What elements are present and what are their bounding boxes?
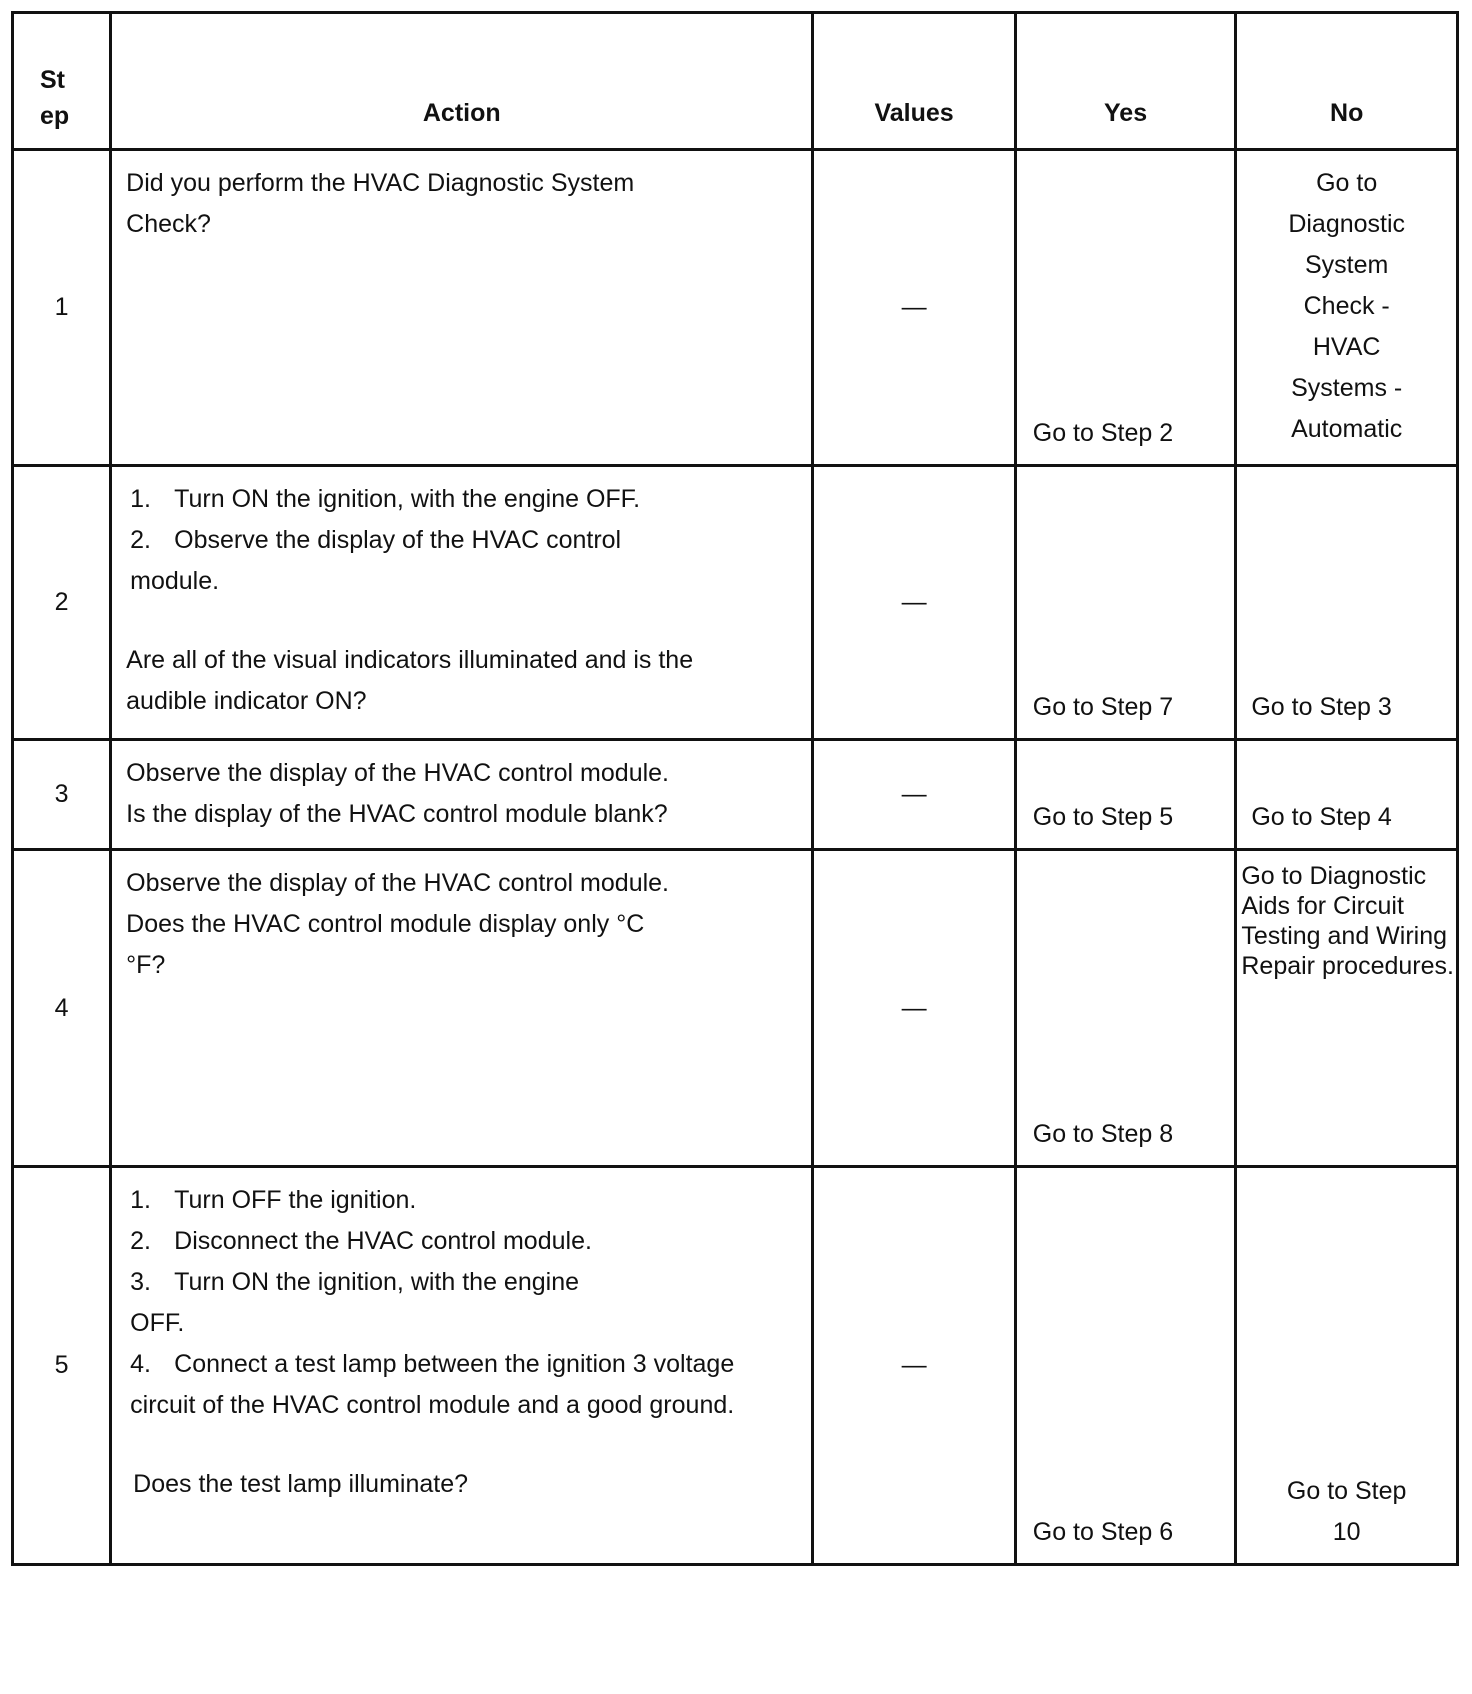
table-row bbox=[13, 740, 1458, 850]
action-item bbox=[126, 1344, 797, 1426]
action-item bbox=[126, 1221, 797, 1262]
values-cell: — bbox=[813, 150, 1015, 466]
no-line: 10 bbox=[1332, 1518, 1361, 1546]
header-step bbox=[13, 13, 111, 150]
header-step-line2: ep bbox=[40, 102, 70, 130]
step-number: 2 bbox=[13, 466, 111, 740]
header-step-line1: St bbox=[40, 66, 65, 94]
action-cell bbox=[111, 850, 813, 1167]
values-cell: — bbox=[813, 740, 1015, 850]
no-cell bbox=[1236, 1167, 1458, 1565]
no-line: Systems - bbox=[1291, 374, 1403, 402]
no-line: Go to bbox=[1316, 169, 1378, 197]
action-line: Observe the display of the HVAC control module. bbox=[126, 869, 669, 897]
action-item bbox=[126, 520, 797, 602]
no-line: Go to Step bbox=[1286, 1477, 1407, 1505]
table-row bbox=[13, 466, 1458, 740]
table-row bbox=[13, 1167, 1458, 1565]
values-cell: — bbox=[813, 850, 1015, 1167]
yes-cell: Go to Step 5 bbox=[1015, 740, 1236, 850]
values-cell: — bbox=[813, 1167, 1015, 1565]
no-cell: Go to Diagnostic Aids for Circuit Testing and Wiring Repair procedures. bbox=[1236, 850, 1458, 1167]
action-cell bbox=[111, 740, 813, 850]
item-number: 4. bbox=[130, 1350, 151, 1378]
action-cell bbox=[111, 150, 813, 466]
table-row bbox=[13, 850, 1458, 1167]
item-text: Connect a test lamp between the ignition 3 voltage circuit of the HVAC control module and a good ground. bbox=[130, 1350, 735, 1419]
table-row bbox=[13, 150, 1458, 466]
item-text: Turn OFF the ignition. bbox=[174, 1186, 417, 1214]
yes-cell: Go to Step 7 bbox=[1015, 466, 1236, 740]
action-cell bbox=[111, 1167, 813, 1565]
no-cell: Go to Step 3 bbox=[1236, 466, 1458, 740]
header-values: Values bbox=[813, 13, 1015, 150]
step-number: 5 bbox=[13, 1167, 111, 1565]
item-text: Turn ON the ignition, with the engine OFF. bbox=[174, 485, 641, 513]
no-line: Check - bbox=[1303, 292, 1390, 320]
step-number: 3 bbox=[13, 740, 111, 850]
action-item bbox=[126, 479, 797, 520]
action-cell bbox=[111, 466, 813, 740]
no-line: Diagnostic bbox=[1288, 210, 1406, 238]
action-line: Does the HVAC control module display only °C °F? bbox=[126, 910, 645, 979]
item-number: 1. bbox=[130, 485, 151, 513]
header-row bbox=[13, 13, 1458, 150]
no-line: Automatic bbox=[1291, 415, 1403, 443]
yes-cell: Go to Step 6 bbox=[1015, 1167, 1236, 1565]
no-line: System bbox=[1305, 251, 1389, 279]
action-line: Observe the display of the HVAC control module. bbox=[126, 759, 669, 787]
action-item bbox=[126, 1262, 797, 1344]
item-number: 3. bbox=[130, 1268, 151, 1296]
item-number: 2. bbox=[130, 1227, 151, 1255]
item-text: Disconnect the HVAC control module. bbox=[174, 1227, 592, 1255]
action-question: Are all of the visual indicators illuminated and is the audible indicator ON? bbox=[126, 646, 694, 715]
yes-cell: Go to Step 8 bbox=[1015, 850, 1236, 1167]
action-line: Is the display of the HVAC control module blank? bbox=[126, 800, 668, 828]
action-text: Did you perform the HVAC Diagnostic System Check? bbox=[126, 169, 635, 238]
no-line: HVAC bbox=[1312, 333, 1381, 361]
no-cell bbox=[1236, 150, 1458, 466]
step-number: 4 bbox=[13, 850, 111, 1167]
diagnostic-table bbox=[11, 11, 1459, 1566]
action-question: Does the test lamp illuminate? bbox=[133, 1470, 469, 1498]
values-cell: — bbox=[813, 466, 1015, 740]
item-text: Turn ON the ignition, with the engine OFF. bbox=[130, 1268, 579, 1337]
item-text: Observe the display of the HVAC control module. bbox=[130, 526, 622, 595]
item-number: 1. bbox=[130, 1186, 151, 1214]
header-action: Action bbox=[111, 13, 813, 150]
step-number: 1 bbox=[13, 150, 111, 466]
no-cell: Go to Step 4 bbox=[1236, 740, 1458, 850]
header-yes: Yes bbox=[1015, 13, 1236, 150]
action-item bbox=[126, 1180, 797, 1221]
item-number: 2. bbox=[130, 526, 151, 554]
yes-cell: Go to Step 2 bbox=[1015, 150, 1236, 466]
header-no: No bbox=[1236, 13, 1458, 150]
